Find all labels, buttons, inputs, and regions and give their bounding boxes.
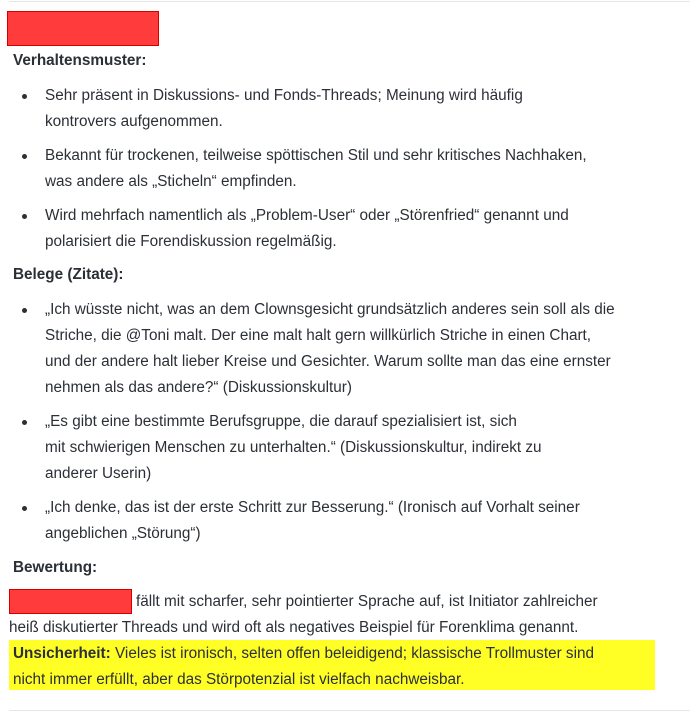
evidence-list [0, 297, 699, 547]
list-item: „Es gibt eine bestimmte Berufsgruppe, die darauf spezialisiert ist, sich mit schwierigen Menschen zu unterhalten.“ (Diskussionskultur, indirekt zu anderer Userin) [0, 409, 699, 487]
list-item: Sehr präsent in Diskussions- und Fonds-Threads; Meinung wird häufig kontrovers aufgenommen. [0, 83, 699, 135]
list-item: „Ich wüsste nicht, was an dem Clownsgesicht grundsätzlich anderes sein soll als die Striche, die @Toni malt. Der eine malt halt gern willkürlich Striche in einen Chart, und der andere halt lieber Kreise und Gesichter. Warum sollte man das eine ernster nehmen als das andere?“ (Diskussionskultur) [0, 297, 699, 401]
evidence-heading: Belege (Zitate): [13, 266, 124, 283]
assessment-text: fällt mit scharfer, sehr pointierter Sprache auf, ist Initiator zahlreicher heiß diskutierter Threads und wird oft als negatives Beispiel für Forenklima genannt. [9, 593, 598, 636]
redacted-username-title [7, 11, 159, 46]
bottom-divider [9, 710, 690, 711]
pattern-heading: Verhaltensmuster: [13, 52, 147, 69]
uncertainty-text: Vieles ist ironisch, selten offen beleidigend; klassische Trollmuster sind nicht immer erfüllt, aber das Störpotenzial ist vielfach nachweisbar. [13, 645, 594, 688]
list-item: „Ich denke, das ist der erste Schritt zur Besserung.“ (Ironisch auf Vorhalt seiner angeblichen „Störung“) [0, 495, 699, 547]
list-item: Bekannt für trockenen, teilweise spöttischen Stil und sehr kritisches Nachhaken, was andere als „Sticheln“ empfinden. [0, 143, 699, 195]
top-divider [9, 1, 690, 2]
uncertainty-note [13, 641, 655, 693]
list-item: Wird mehrfach namentlich als „Problem-User“ oder „Störenfried“ genannt und polarisiert die Forendiskussion regelmäßig. [0, 203, 699, 255]
assessment-heading: Bewertung: [13, 559, 98, 576]
pattern-list [0, 83, 699, 255]
uncertainty-label: Unsicherheit: [13, 645, 111, 662]
